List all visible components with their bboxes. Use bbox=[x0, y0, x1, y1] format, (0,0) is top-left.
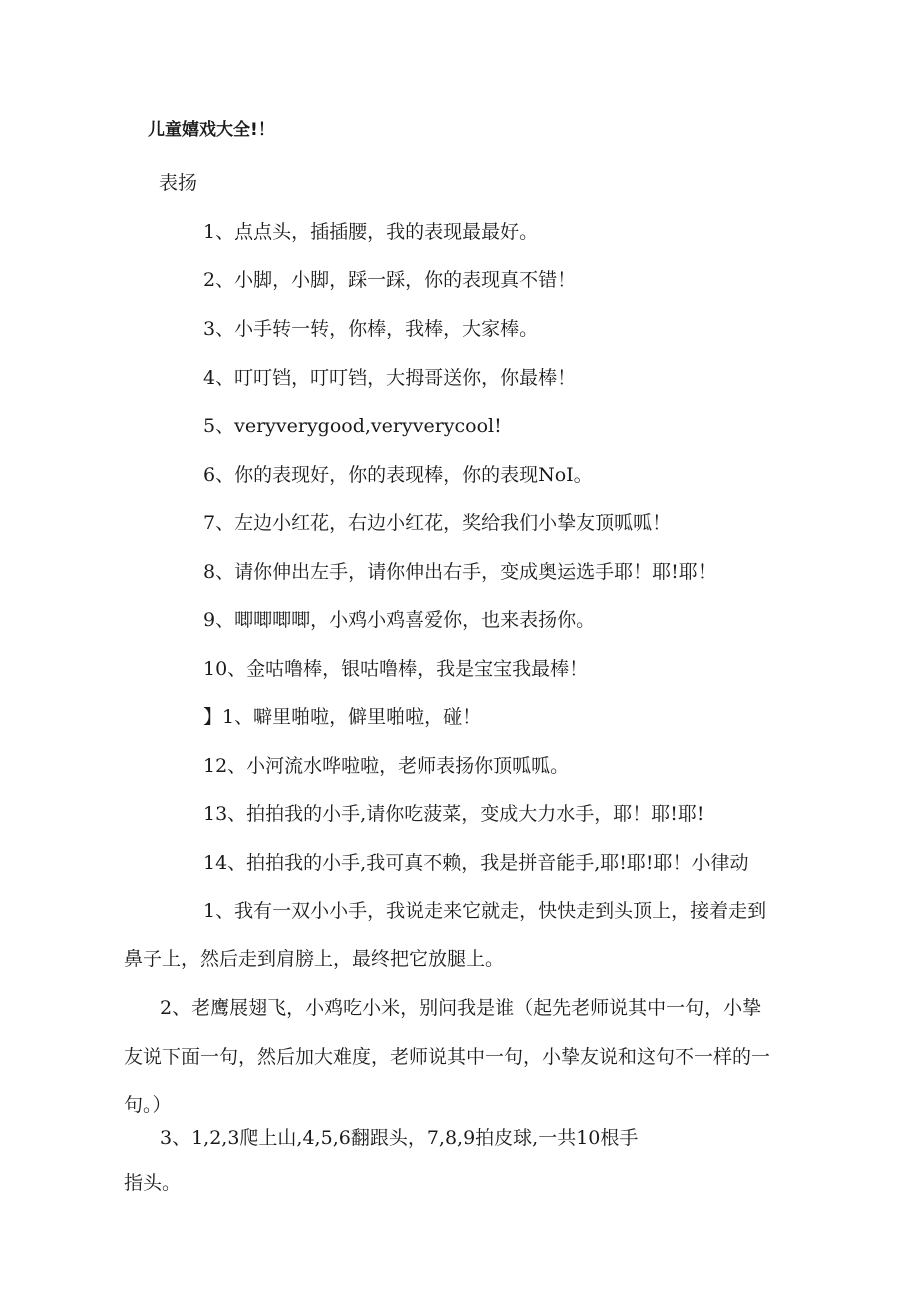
praise-item: 1、点点头，插插腰，我的表现最最好。 bbox=[203, 221, 539, 243]
praise-item: 6、你的表现好，你的表现棒，你的表现NoI。 bbox=[203, 464, 593, 486]
rhythm-paragraph-2-line-1: 2、老鹰展翅飞，小鸡吃小米，别问我是谁（起先老师说其中一句，小挚 bbox=[160, 997, 762, 1019]
praise-item: 2、小脚，小脚，踩一踩，你的表现真不错！ bbox=[203, 269, 577, 291]
praise-item: 8、请你伸出左手，请你伸出右手，变成奥运选手耶！耶!耶！ bbox=[203, 561, 717, 583]
rhythm-paragraph-1-line-1: 1、我有一双小小手，我说走来它就走，快快走到头顶上，接着走到 bbox=[203, 900, 767, 922]
rhythm-paragraph-1-line-2: 鼻子上，然后走到肩膀上，最终把它放腿上。 bbox=[124, 948, 505, 970]
praise-item: 13、拍拍我的小手,请你吃菠菜，变成大力水手，耶！耶!耶! bbox=[203, 803, 705, 825]
praise-item: 4、叮叮铛，叮叮铛，大拇哥送你，你最棒！ bbox=[203, 367, 577, 389]
praise-item: 3、小手转一转，你棒，我棒，大家棒。 bbox=[203, 318, 539, 340]
praise-item: 14、拍拍我的小手,我可真不赖，我是拼音能手,耶!耶!耶！小律动 bbox=[203, 852, 749, 874]
rhythm-paragraph-3-line-1: 3、1,2,3爬上山,4,5,6翻跟头，7,8,9拍皮球,一共10根手 bbox=[160, 1127, 639, 1149]
praise-item: 7、左边小红花，右边小红花，奖给我们小挚友顶呱呱！ bbox=[203, 512, 672, 534]
rhythm-paragraph-3-line-2: 指头。 bbox=[124, 1172, 182, 1194]
document-title: 儿童嬉戏大全!！ bbox=[148, 120, 275, 140]
rhythm-paragraph-2-line-2: 友说下面一句，然后加大难度，老师说其中一句，小挚友说和这句不一样的一 bbox=[124, 1046, 771, 1068]
praise-item: 10、金咕噜棒，银咕噜棒，我是宝宝我最棒！ bbox=[203, 658, 589, 680]
praise-item: 】1、噼里啪啦，僻里啪啦，碰！ bbox=[203, 706, 482, 728]
praise-item: 5、veryverygood,veryverycool! bbox=[203, 415, 502, 437]
section-heading-praise: 表扬 bbox=[159, 172, 198, 194]
praise-item: 9、唧唧唧唧，小鸡小鸡喜爱你，也来表扬你。 bbox=[203, 609, 596, 631]
praise-item: 12、小河流水哗啦啦，老师表扬你顶呱呱。 bbox=[203, 755, 570, 777]
rhythm-paragraph-2-line-3: 句。） bbox=[124, 1094, 172, 1116]
